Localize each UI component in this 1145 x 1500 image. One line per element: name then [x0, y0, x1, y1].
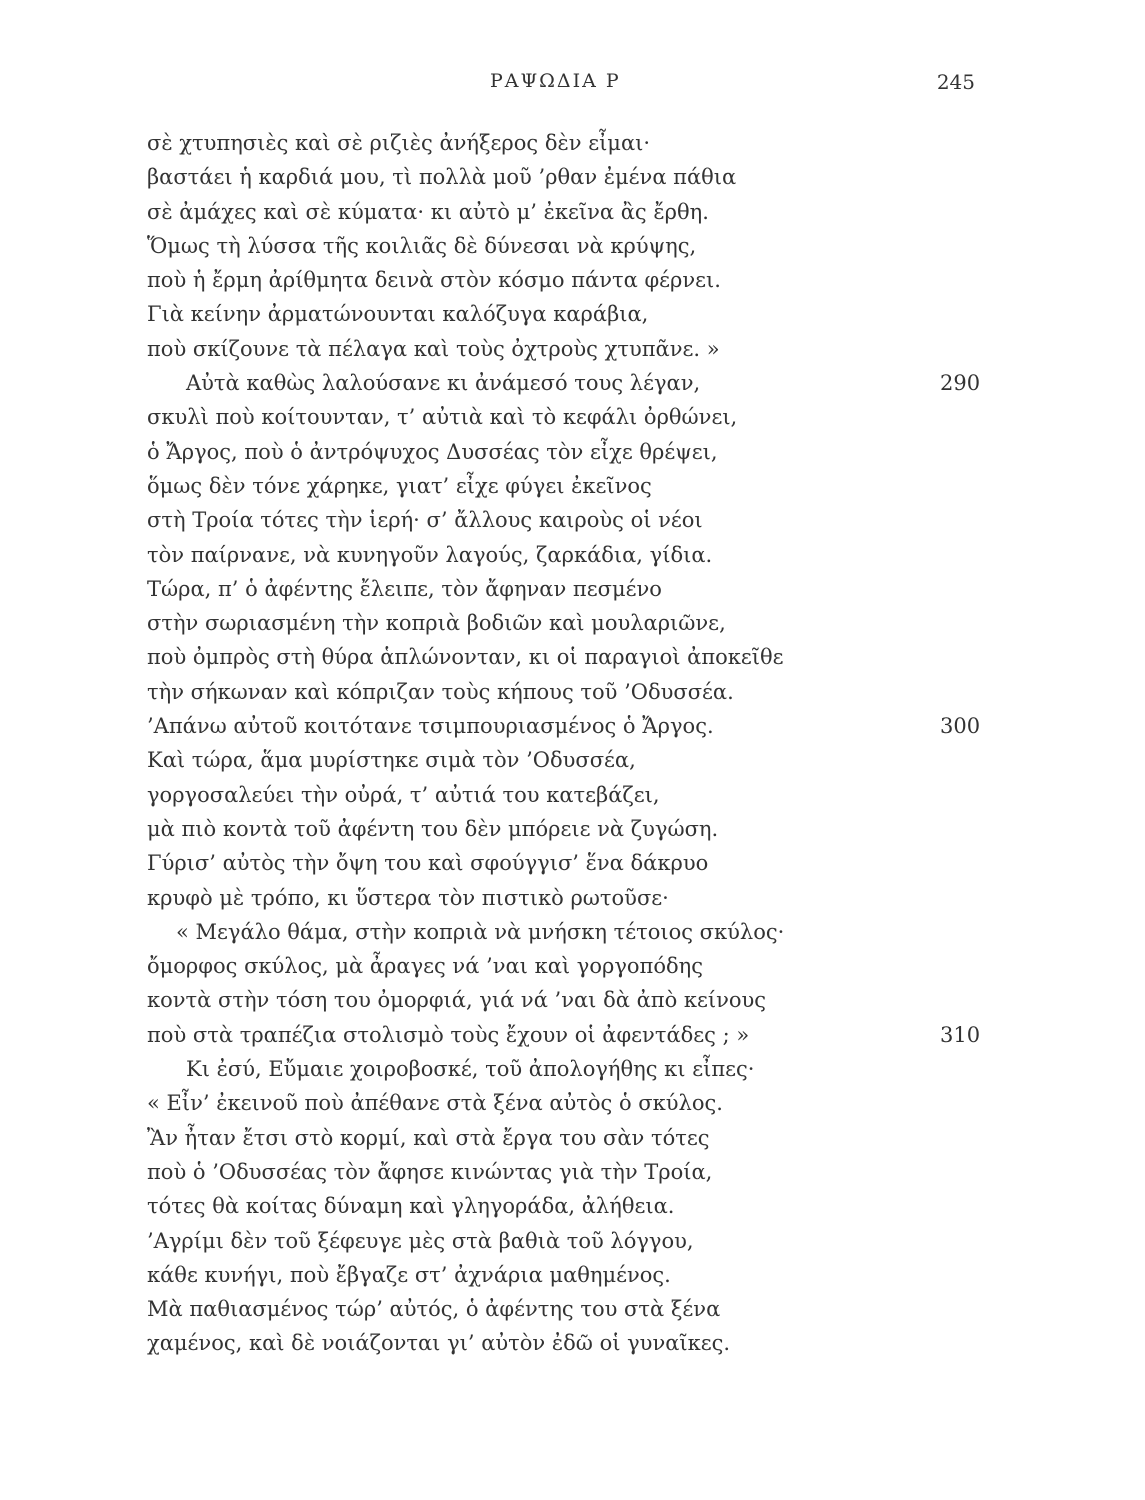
verse-text: κοντὰ στὴν τόση του ὀμορφιά, γιά νά ’ναι δὰ ἀπὸ κείνους	[147, 988, 767, 1013]
verse-line	[0, 572, 1145, 606]
verse-line	[0, 1121, 1145, 1155]
verse-line	[0, 915, 1145, 949]
verse-text: Αὐτὰ καθὼς λαλούσανε κι ἀνάμεσό τους λέγαν,	[186, 371, 701, 396]
verse-text: Κι ἐσύ, Εὔμαιε χοιροβοσκέ, τοῦ ἀπολογήθης κι εἶπες·	[186, 1057, 755, 1082]
verse-line	[0, 812, 1145, 846]
running-header	[0, 70, 1145, 100]
verse-text: « Μεγάλο θάμα, στὴν κοπριὰ νὰ μνήσκη τέτοιος σκύλος·	[176, 919, 785, 944]
verse-line	[0, 743, 1145, 777]
verse-text: Τώρα, π’ ὁ ἀφέντης ἔλειπε, τὸν ἄφηναν πεσμένο	[147, 576, 662, 601]
verse-line	[0, 881, 1145, 915]
verse-text: ποὺ ὁ ’Οδυσσέας τὸν ἄφησε κινώντας γιὰ τὴν Τροία,	[147, 1159, 713, 1184]
verse-text: Γύρισ’ αὐτὸς τὴν ὄψη του καὶ σφούγγισ’ ἕνα δάκρυο	[147, 851, 709, 876]
verse-text: κρυφὸ μὲ τρόπο, κι ὕστερα τὸν πιστικὸ ρωτοῦσε·	[147, 885, 669, 910]
verse-text: « Εἶν’ ἐκεινοῦ ποὺ ἀπέθανε στὰ ξένα αὐτὸς ὁ σκύλος.	[147, 1091, 723, 1116]
line-number: 310	[940, 1022, 981, 1047]
verse-line	[0, 160, 1145, 194]
verse-line	[0, 709, 1145, 743]
verse-line	[0, 297, 1145, 331]
verse-line	[0, 1086, 1145, 1120]
verse-line	[0, 606, 1145, 640]
verse-text: ’Αγρίμι δὲν τοῦ ξέφευγε μὲς στὰ βαθιὰ τοῦ λόγγου,	[147, 1228, 694, 1253]
verse-text: ὅμως δὲν τόνε χάρηκε, γιατ’ εἶχε φύγει ἐκεῖνος	[147, 473, 652, 498]
chapter-title: ΡΑΨΩΔΙΑ Ρ	[490, 70, 621, 92]
verse-text: σὲ ἀμάχες καὶ σὲ κύματα· κι αὐτὸ μ’ ἐκεῖνα ἂς ἔρθη.	[147, 199, 709, 224]
verse-text: σκυλὶ ποὺ κοίτουνταν, τ’ αὐτιὰ καὶ τὸ κεφάλι ὀρθώνει,	[147, 405, 738, 430]
page-number: 245	[936, 70, 975, 94]
verse-line	[0, 366, 1145, 400]
verse-line	[0, 1189, 1145, 1223]
verse-text: Καὶ τώρα, ἅμα μυρίστηκε σιμὰ τὸν ’Οδυσσέα,	[147, 748, 636, 773]
verse-line	[0, 435, 1145, 469]
verse-text: ποὺ στὰ τραπέζια στολισμὸ τοὺς ἔχουν οἱ ἀφεντάδες ; »	[147, 1022, 750, 1047]
verse-text: βαστάει ἡ καρδιά μου, τὶ πολλὰ μοῦ ’ρθαν ἐμένα πάθια	[147, 165, 737, 190]
verse-text: ποὺ ὀμπρὸς στὴ θύρα ἁπλώνονταν, κι οἱ παραγιοὶ ἀποκεῖθε	[147, 645, 784, 670]
verse-text: ποὺ σκίζουνε τὰ πέλαγα καὶ τοὺς ὀχτροὺς χτυπᾶνε. »	[147, 336, 720, 361]
verse-text: στὴν σωριασμένη τὴν κοπριὰ βοδιῶν καὶ μουλαριῶνε,	[147, 611, 726, 636]
line-number: 300	[940, 714, 981, 739]
verse-text: ὄμορφος σκύλος, μὰ ἆραγες νά ’ναι καὶ γοργοπόδης	[147, 954, 703, 979]
verse-text: χαμένος, καὶ δὲ νοιάζονται γι’ αὐτὸν ἐδῶ οἱ γυναῖκες.	[147, 1331, 731, 1356]
verse-text: σὲ χτυπησιὲς καὶ σὲ ριζιὲς ἀνήξερος δὲν εἶμαι·	[147, 131, 651, 155]
verse-text: γοργοσαλεύει τὴν οὐρά, τ’ αὐτιά του κατεβάζει,	[147, 782, 660, 807]
verse-line	[0, 1155, 1145, 1189]
verse-line	[0, 1258, 1145, 1292]
verse-line	[0, 1326, 1145, 1360]
verse-line	[0, 1018, 1145, 1052]
verse-line	[0, 126, 1145, 160]
verse-text: τότες θὰ κοίτας δύναμη καὶ γληγοράδα, ἀλήθεια.	[147, 1194, 675, 1219]
verse-line	[0, 949, 1145, 983]
verse-line	[0, 263, 1145, 297]
verse-text: κάθε κυνήγι, ποὺ ἔβγαζε στ’ ἀχνάρια μαθημένος.	[147, 1262, 671, 1287]
verse-text: ποὺ ἡ ἔρμη ἀρίθμητα δεινὰ στὸν κόσμο πάντα φέρνει.	[147, 268, 721, 293]
verse-line	[0, 675, 1145, 709]
verse-line	[0, 538, 1145, 572]
verse-text: τὸν παίρνανε, νὰ κυνηγοῦν λαγούς, ζαρκάδια, γίδια.	[147, 542, 713, 567]
verse-block	[0, 126, 1145, 1361]
line-number: 290	[940, 371, 981, 396]
verse-line	[0, 229, 1145, 263]
verse-line	[0, 1224, 1145, 1258]
verse-text: Ὅμως τὴ λύσσα τῆς κοιλιᾶς δὲ δύνεσαι νὰ κρύψης,	[147, 233, 697, 258]
verse-line	[0, 503, 1145, 537]
verse-text: μὰ πιὸ κοντὰ τοῦ ἀφέντη του δὲν μπόρειε νὰ ζυγώση.	[147, 816, 719, 841]
verse-line	[0, 1052, 1145, 1086]
verse-text: Γιὰ κείνην ἀρματώνουνται καλόζυγα καράβια,	[147, 302, 649, 327]
verse-line	[0, 1292, 1145, 1326]
verse-line	[0, 778, 1145, 812]
verse-text: στὴ Τροία τότες τὴν ἱερή· σ’ ἄλλους καιροὺς οἱ νέοι	[147, 508, 703, 533]
verse-line	[0, 469, 1145, 503]
verse-text: Μὰ παθιασμένος τώρ’ αὐτός, ὁ ἀφέντης του στὰ ξένα	[147, 1297, 721, 1322]
verse-text: Ἂν ἦταν ἔτσι στὸ κορμί, καὶ στὰ ἔργα του σὰν τότες	[147, 1125, 710, 1150]
verse-line	[0, 983, 1145, 1017]
verse-line	[0, 195, 1145, 229]
verse-text: ’Απάνω αὐτοῦ κοιτότανε τσιμπουριασμένος ὁ Ἄργος.	[147, 714, 714, 739]
verse-line	[0, 640, 1145, 674]
verse-line	[0, 400, 1145, 434]
verse-text: τὴν σήκωναν καὶ κόπριζαν τοὺς κήπους τοῦ ’Οδυσσέα.	[147, 679, 734, 704]
verse-text: ὁ Ἄργος, ποὺ ὁ ἀντρόψυχος Δυσσέας τὸν εἶχε θρέψει,	[147, 439, 718, 464]
verse-line	[0, 846, 1145, 880]
verse-line	[0, 332, 1145, 366]
